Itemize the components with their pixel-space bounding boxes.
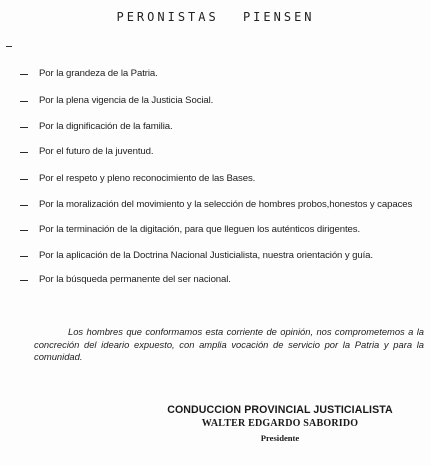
dash-bullet (20, 127, 28, 128)
dash-bullet (20, 256, 28, 257)
signature-organization: CONDUCCION PROVINCIAL JUSTICIALISTA (167, 404, 393, 416)
list-item-text: Por la moralización del movimiento y la selección de hombres probos,honestos y capaces (39, 199, 413, 210)
document-title: PERONISTAS PIENSEN (116, 10, 315, 24)
list-item-text: Por la aplicación de la Doctrina Nacional Justicialista, nuestra orientación y guía. (39, 250, 373, 261)
signature-name: WALTER EDGARDO SABORIDO (201, 418, 359, 429)
list-item (0, 222, 431, 238)
dash-bullet (20, 101, 28, 102)
commitment-paragraph: Los hombres que conformamos esta corriente de opinión, nos comprometemos a la concreción del ideario expuesto, con amplia vocación de servicio por la Patria y para la comunidad. (34, 326, 424, 363)
dash-bullet (20, 230, 28, 231)
list-item (0, 66, 431, 82)
signature-role: Presidente (260, 433, 300, 443)
dash-bullet (20, 74, 28, 75)
list-item (0, 171, 431, 187)
list-item (0, 144, 431, 160)
dash-bullet (20, 152, 28, 153)
list-item-text: Por la terminación de la digitación, para que lleguen los auténticos dirigentes. (39, 224, 361, 235)
dash-bullet (20, 280, 28, 281)
list-item (0, 93, 431, 109)
list-item-text: Por el respeto y pleno reconocimiento de las Bases. (39, 173, 256, 184)
dash-bullet (20, 179, 28, 180)
list-item (0, 248, 431, 264)
list-item-text: Por la dignificación de la familia. (39, 121, 173, 132)
list-item-text: Por la grandeza de la Patria. (39, 68, 158, 79)
list-item (0, 272, 431, 288)
dash-bullet (20, 205, 28, 206)
list-item-text: Por la búsqueda permanente del ser nacional. (39, 274, 231, 285)
stray-dash-mark (6, 46, 12, 47)
list-item (0, 119, 431, 135)
list-item (0, 197, 431, 213)
list-item-text: Por la plena vigencia de la Justicia Social. (39, 95, 214, 106)
list-item-text: Por el futuro de la juventud. (39, 146, 154, 157)
